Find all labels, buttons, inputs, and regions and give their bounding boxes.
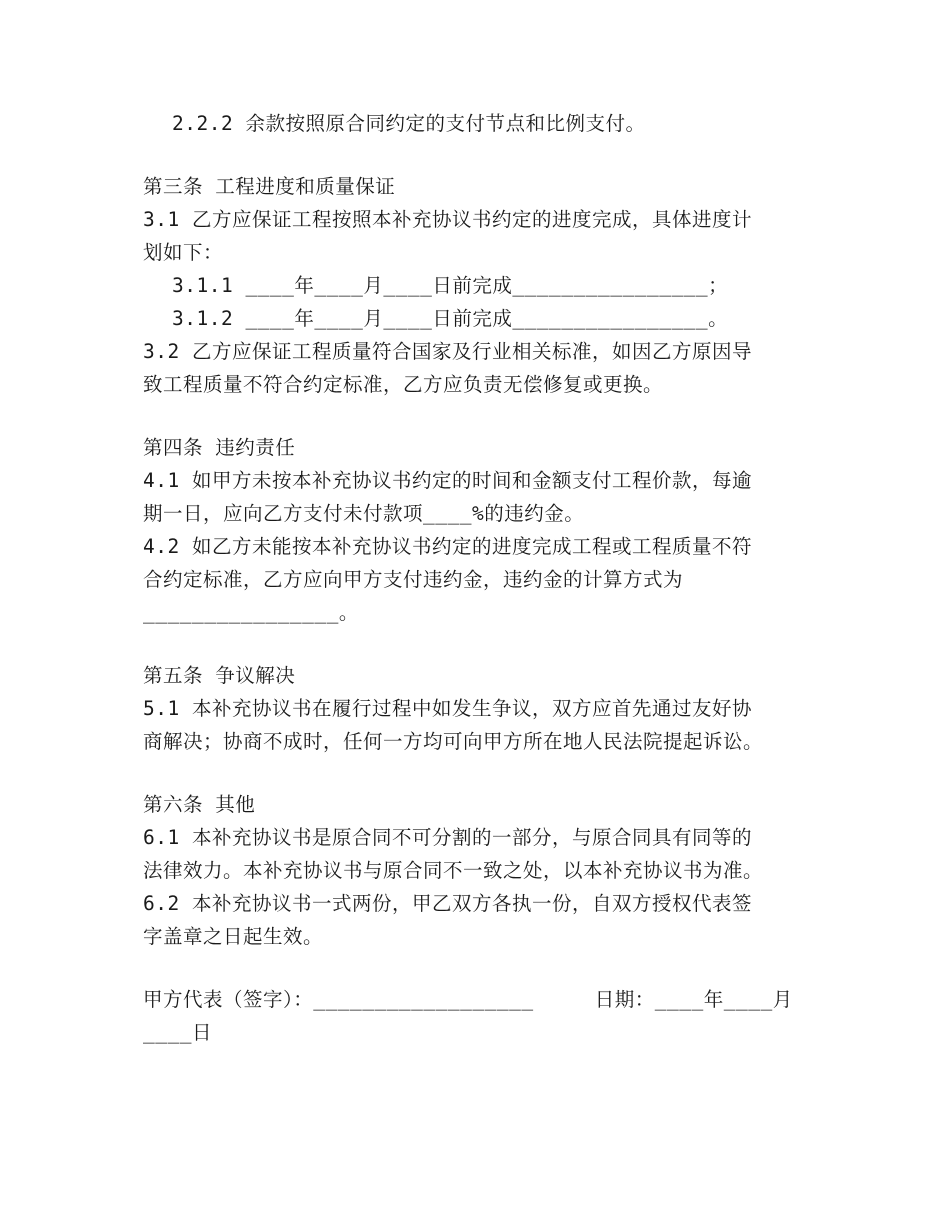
- clause-3-2-line-1: 3.2 乙方应保证工程质量符合国家及行业相关标准，如因乙方原因导: [143, 340, 752, 363]
- clause-4-1-line-2: 期一日，应向乙方支付未付款项____%的违约金。: [143, 502, 585, 525]
- clause-4-2-line-1: 4.2 如乙方未能按本补充协议书约定的进度完成工程或工程质量不符: [143, 535, 752, 558]
- article-6-heading: 第六条 其他: [143, 793, 256, 816]
- clause-6-1-line-1: 6.1 本补充协议书是原合同不可分割的一部分，与原合同具有同等的: [143, 826, 752, 849]
- clause-3-1-line-1: 3.1 乙方应保证工程按照本补充协议书约定的进度完成，具体进度计: [143, 208, 752, 231]
- clause-3-1-line-2: 划如下：: [143, 241, 224, 264]
- clause-6-1-line-2: 法律效力。本补充协议书与原合同不一致之处，以本补充协议书为准。: [143, 859, 764, 882]
- signature-line: 甲方代表（签字）：__________________ 日期：____年____月: [143, 988, 793, 1011]
- clause-6-2-line-2: 字盖章之日起生效。: [143, 925, 324, 948]
- signature-date-day: ____日: [143, 1021, 212, 1044]
- article-3-heading: 第三条 工程进度和质量保证: [143, 175, 396, 198]
- clause-5-1-line-2: 商解决；协商不成时，任何一方均可向甲方所在地人民法院提起诉讼。: [143, 730, 764, 753]
- clause-5-1-line-1: 5.1 本补充协议书在履行过程中如发生争议，双方应首先通过友好协: [143, 697, 752, 720]
- clause-3-1-2: 3.1.2 ____年____月____日前完成________________。: [172, 307, 729, 330]
- clause-4-2-line-2: 合约定标准，乙方应向甲方支付违约金，违约金的计算方式为: [143, 568, 684, 591]
- article-4-heading: 第四条 违约责任: [143, 436, 296, 459]
- clause-4-2-line-3: ________________。: [143, 601, 359, 624]
- clause-6-2-line-1: 6.2 本补充协议书一式两份，甲乙双方各执一份，自双方授权代表签: [143, 892, 752, 915]
- clause-3-2-line-2: 致工程质量不符合约定标准，乙方应负责无偿修复或更换。: [143, 373, 664, 396]
- clause-3-1-1: 3.1.1 ____年____月____日前完成________________；: [172, 274, 729, 297]
- clause-4-1-line-1: 4.1 如甲方未按本补充协议书约定的时间和金额支付工程价款，每逾: [143, 469, 752, 492]
- article-5-heading: 第五条 争议解决: [143, 664, 296, 687]
- clause-2-2-2: 2.2.2 余款按照原合同约定的支付节点和比例支付。: [172, 112, 646, 135]
